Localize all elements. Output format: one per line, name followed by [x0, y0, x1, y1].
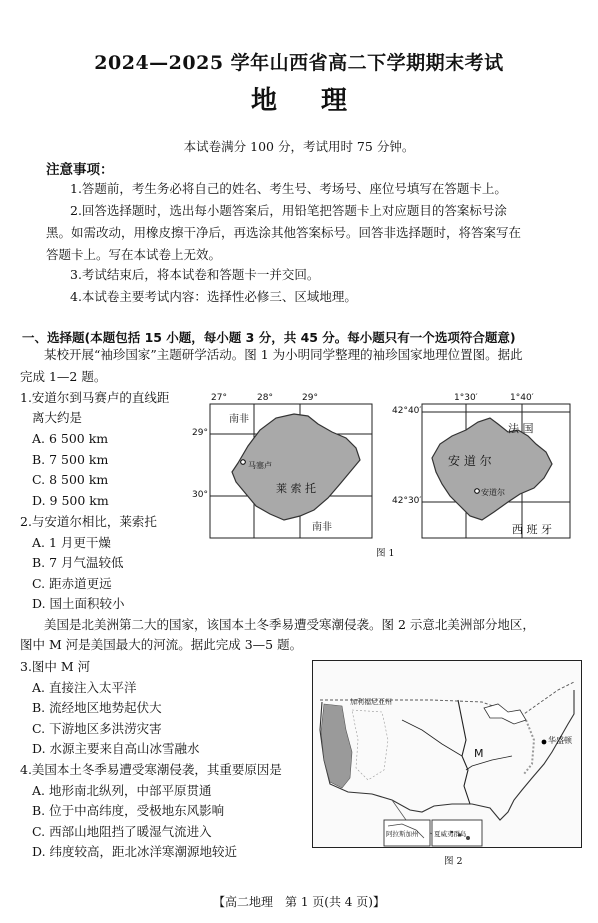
question-2-option-a[interactable]: A. 1 月更干燥 — [32, 535, 111, 550]
state-label: 加利福尼亚州 — [350, 698, 392, 706]
intro-text: 完成 1—2 题。 — [20, 369, 107, 384]
question-4-option-d[interactable]: D. 纬度较高，距北冰洋寒潮源地较近 — [32, 844, 238, 859]
andorra-shape — [432, 418, 552, 520]
intro-text: 图中 M 河是美国最大的河流。据此完成 3—5 题。 — [20, 637, 303, 652]
question-2-option-d[interactable]: D. 国土面积较小 — [32, 596, 125, 611]
inset-label-alaska: 阿拉斯加州 — [386, 830, 419, 838]
exam-info: 本试卷满分 100 分，考试用时 75 分钟。 — [183, 139, 415, 154]
note-item: 答题卡上。写在本试卷上无效。 — [46, 247, 222, 262]
question-1-option-a[interactable]: A. 6 500 km — [32, 431, 109, 446]
question-3-option-b[interactable]: B. 流经地区地势起伏大 — [32, 700, 162, 715]
lat-label: 29° — [192, 428, 208, 438]
figure-2-caption: 图 2 — [444, 856, 463, 867]
country-label-spain: 西 班 牙 — [512, 523, 552, 536]
map-label: 南非 — [229, 414, 249, 425]
country-label-andorra: 安 道 尔 — [448, 454, 492, 468]
question-3-option-a[interactable]: A. 直接注入太平洋 — [32, 680, 137, 695]
question-4-option-c[interactable]: C. 西部山地阻挡了暖湿气流进入 — [32, 824, 212, 839]
question-1-stem: 1.安道尔到马赛卢的直线距 — [20, 390, 170, 405]
question-2-option-b[interactable]: B. 7 月气温较低 — [32, 555, 124, 570]
note-item: 4.本试卷主要考试内容：选择性必修三、区域地理。 — [70, 289, 357, 304]
note-item: 黑。如需改动，用橡皮擦干净后，再选涂其他答案标号。回答非选择题时，将答案写在 — [46, 225, 522, 240]
inset-label-hawaii: 夏威夷群岛 — [434, 830, 467, 838]
lon-label: 1°30′ — [454, 393, 478, 403]
city-label-andorra: 安道尔 — [481, 488, 505, 497]
lat-label: 42°30′ — [392, 496, 422, 506]
intro-text: 美国是北美洲第二大的国家，该国本土冬季易遭受寒潮侵袭。图 2 示意北美洲部分地区， — [44, 617, 535, 632]
city-label-washington: 华盛顿 — [548, 736, 572, 745]
page-footer: 【高二地理 第 1 页(共 4 页)】 — [213, 895, 385, 909]
lon-label: 27° — [211, 393, 227, 403]
question-1-option-b[interactable]: B. 7 500 km — [32, 452, 109, 467]
question-4-option-a[interactable]: A. 地形南北纵列，中部平原贯通 — [32, 783, 212, 798]
lat-label: 42°40′ — [392, 406, 422, 416]
question-4-option-b[interactable]: B. 位于中高纬度，受极地东风影响 — [32, 803, 225, 818]
lon-label: 28° — [257, 393, 273, 403]
figure-2 — [312, 660, 582, 848]
question-2-stem: 2.与安道尔相比，莱索托 — [20, 514, 157, 529]
lon-label: 29° — [302, 393, 318, 403]
lon-label: 1°40′ — [510, 393, 534, 403]
question-1-stem: 离大约是 — [32, 410, 83, 425]
subject-title: 地理 — [250, 86, 391, 116]
country-label-france: 法 国 — [508, 422, 534, 435]
andorra-map — [422, 404, 570, 538]
question-4-stem: 4.美国本土冬季易遭受寒潮侵袭，其重要原因是 — [20, 762, 282, 777]
map-label: 南非 — [312, 522, 332, 533]
notes-heading: 注意事项： — [46, 162, 114, 178]
lat-label: 30° — [192, 490, 208, 500]
note-item: 1.答题前，考生务必将自己的姓名、考生号、考场号、座位号填写在答题卡上。 — [70, 181, 507, 196]
country-label-lesotho: 莱 索 托 — [276, 482, 316, 495]
figure-1-caption: 图 1 — [376, 548, 395, 559]
exam-title: 2024—2025 学年山西省高二下学期期末考试 — [94, 52, 504, 74]
note-item: 2.回答选择题时，选出每小题答案后，用铅笔把答题卡上对应题目的答案标号涂 — [70, 203, 507, 218]
section-heading: 一、选择题(本题包括 15 小题，每小题 3 分，共 45 分。每小题只有一个选项符合题意) — [22, 330, 516, 345]
question-3-option-c[interactable]: C. 下游地区多洪涝灾害 — [32, 721, 162, 736]
intro-text: 某校开展“袖珍国家”主题研学活动。图 1 为小明同学整理的袖珍国家地理位置图。据此 — [44, 347, 523, 362]
note-item: 3.考试结束后，将本试卷和答题卡一并交回。 — [70, 267, 320, 282]
question-2-option-c[interactable]: C. 距赤道更远 — [32, 576, 112, 591]
question-3-stem: 3.图中 M 河 — [20, 659, 91, 674]
river-label-m: M — [474, 747, 484, 760]
question-1-option-d[interactable]: D. 9 500 km — [32, 493, 109, 508]
city-label-maseru: 马塞卢 — [248, 461, 272, 470]
question-1-option-c[interactable]: C. 8 500 km — [32, 472, 109, 487]
question-3-option-d[interactable]: D. 水源主要来自高山冰雪融水 — [32, 741, 200, 756]
